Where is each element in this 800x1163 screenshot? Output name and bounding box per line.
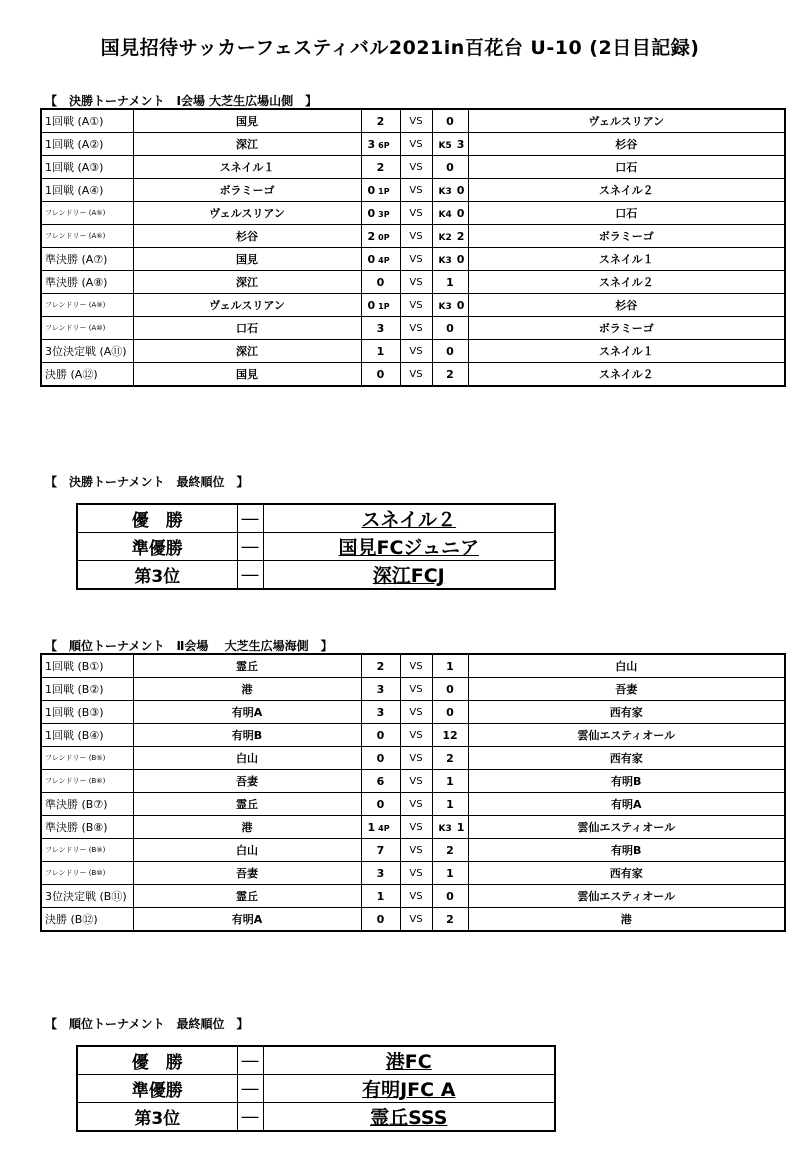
home-score: 3 [376, 705, 385, 719]
away-team-cell: 雲仙エスティオール [468, 885, 785, 908]
away-score-cell [432, 908, 468, 932]
home-score: 1 [376, 344, 385, 358]
away-score-cell [432, 862, 468, 885]
vs-cell: VS [400, 908, 432, 932]
away-pk: K3 [438, 301, 452, 312]
match-row [41, 156, 785, 179]
away-score: 1 [446, 866, 454, 880]
home-score: 6 [376, 774, 385, 788]
match-row [41, 225, 785, 248]
round-cell: 3位決定戦 (A⑪) [41, 340, 133, 363]
match-row [41, 816, 785, 839]
away-score: 2 [446, 751, 454, 765]
separator-cell: ― [237, 1103, 263, 1132]
home-team-cell: 港 [133, 816, 361, 839]
home-pk: 1P [378, 301, 390, 311]
vs-cell: VS [400, 109, 432, 133]
home-score: 3 [376, 682, 385, 696]
home-score-cell [361, 248, 400, 271]
away-score-cell [432, 793, 468, 816]
home-score-cell [361, 156, 400, 179]
match-row [41, 908, 785, 932]
round-cell: フレンドリー (B⑨) [41, 839, 133, 862]
team-cell: 霊丘SSS [263, 1103, 555, 1132]
home-score: 0 [376, 728, 385, 742]
ranking1-table [76, 503, 556, 590]
page-title: 国見招待サッカーフェスティバル2021in百花台 U-10 (2日目記録) [100, 37, 700, 59]
home-team-cell: 白山 [133, 747, 361, 770]
match-row [41, 294, 785, 317]
match-row [41, 839, 785, 862]
home-score-cell [361, 724, 400, 747]
home-score: 0 [376, 797, 385, 811]
round-cell: 1回戦 (A①) [41, 109, 133, 133]
home-score-cell [361, 770, 400, 793]
away-score-cell [432, 179, 468, 202]
home-score-cell [361, 294, 400, 317]
vs-cell: VS [400, 133, 432, 156]
round-cell: 決勝 (B⑫) [41, 908, 133, 932]
ranking1-heading: 【 決勝トーナメント 最終順位 】 [45, 475, 249, 489]
home-team-cell: 霊丘 [133, 793, 361, 816]
away-pk: K3 [438, 255, 452, 266]
away-team-cell: スネイル２ [468, 363, 785, 387]
away-score: 0 [446, 682, 454, 696]
home-score-cell [361, 793, 400, 816]
home-score: 3 [367, 137, 376, 151]
home-pk: 0P [378, 232, 390, 242]
vs-cell: VS [400, 862, 432, 885]
home-team-cell: スネイル１ [133, 156, 361, 179]
away-team-cell: 有明B [468, 839, 785, 862]
match-row [41, 724, 785, 747]
away-team-cell: 雲仙エスティオール [468, 724, 785, 747]
away-pk: K2 [438, 232, 452, 243]
home-score: 0 [376, 367, 385, 381]
separator-cell: ― [237, 504, 263, 533]
home-pk: 6P [378, 140, 390, 150]
home-score-cell [361, 654, 400, 678]
home-team-cell: 深江 [133, 271, 361, 294]
home-score: 2 [367, 229, 376, 243]
home-score-cell [361, 908, 400, 932]
place-cell: 優 勝 [77, 504, 237, 533]
away-score: 1 [446, 659, 454, 673]
away-score-cell [432, 363, 468, 387]
home-team-cell: 白山 [133, 839, 361, 862]
away-pk: K4 [438, 209, 452, 220]
team-cell: スネイル２ [263, 504, 555, 533]
away-score-cell [432, 701, 468, 724]
away-team-cell: 白山 [468, 654, 785, 678]
away-score-cell [432, 248, 468, 271]
home-score-cell [361, 747, 400, 770]
match-row [41, 317, 785, 340]
ranking-row [77, 504, 555, 533]
team-cell: 港FC [263, 1046, 555, 1075]
match-row [41, 109, 785, 133]
match-row [41, 271, 785, 294]
away-score: 2 [446, 912, 454, 926]
away-pk: K3 [438, 186, 452, 197]
away-team-cell: 吾妻 [468, 678, 785, 701]
round-cell: フレンドリー (B⑥) [41, 770, 133, 793]
away-score: 0 [456, 298, 465, 312]
section2-results-table [40, 653, 786, 932]
away-team-cell: ボラミーゴ [468, 317, 785, 340]
vs-cell: VS [400, 340, 432, 363]
away-score-cell [432, 133, 468, 156]
round-cell: 1回戦 (A②) [41, 133, 133, 156]
team-cell: 有明JFC A [263, 1075, 555, 1103]
home-score: 1 [367, 820, 376, 834]
round-cell: 準決勝 (A⑦) [41, 248, 133, 271]
round-cell: フレンドリー (A⑩) [41, 317, 133, 340]
round-cell: 準決勝 (A⑧) [41, 271, 133, 294]
vs-cell: VS [400, 179, 432, 202]
away-score: 2 [446, 843, 454, 857]
away-team-cell: 西有家 [468, 862, 785, 885]
vs-cell: VS [400, 701, 432, 724]
match-row [41, 793, 785, 816]
away-team-cell: スネイル１ [468, 248, 785, 271]
vs-cell: VS [400, 839, 432, 862]
home-team-cell: 国見 [133, 248, 361, 271]
vs-cell: VS [400, 271, 432, 294]
away-score-cell [432, 156, 468, 179]
separator-cell: ― [237, 561, 263, 590]
round-cell: フレンドリー (A⑥) [41, 225, 133, 248]
home-score-cell [361, 340, 400, 363]
ranking2-heading: 【 順位トーナメント 最終順位 】 [45, 1017, 249, 1031]
place-cell: 第3位 [77, 1103, 237, 1132]
vs-cell: VS [400, 654, 432, 678]
section1-results-table [40, 108, 786, 387]
home-score-cell [361, 317, 400, 340]
away-score-cell [432, 271, 468, 294]
home-score-cell [361, 701, 400, 724]
match-row [41, 340, 785, 363]
vs-cell: VS [400, 225, 432, 248]
away-score: 1 [446, 774, 454, 788]
away-score-cell [432, 225, 468, 248]
team-cell: 深江FCJ [263, 561, 555, 590]
round-cell: 1回戦 (B②) [41, 678, 133, 701]
away-score: 0 [446, 321, 454, 335]
away-team-cell: 杉谷 [468, 133, 785, 156]
home-team-cell: 杉谷 [133, 225, 361, 248]
away-team-cell: 港 [468, 908, 785, 932]
vs-cell: VS [400, 294, 432, 317]
home-score: 3 [376, 321, 385, 335]
away-score-cell [432, 654, 468, 678]
away-score: 0 [446, 889, 454, 903]
place-cell: 優 勝 [77, 1046, 237, 1075]
away-score-cell [432, 340, 468, 363]
match-row [41, 770, 785, 793]
vs-cell: VS [400, 816, 432, 839]
home-score-cell [361, 816, 400, 839]
home-score: 0 [367, 298, 376, 312]
round-cell: 1回戦 (A④) [41, 179, 133, 202]
round-cell: フレンドリー (B⑤) [41, 747, 133, 770]
away-team-cell: 有明A [468, 793, 785, 816]
away-score: 0 [446, 160, 454, 174]
home-team-cell: 霊丘 [133, 654, 361, 678]
round-cell: 1回戦 (B④) [41, 724, 133, 747]
round-cell: 1回戦 (A③) [41, 156, 133, 179]
match-row [41, 747, 785, 770]
round-cell: フレンドリー (A⑤) [41, 202, 133, 225]
away-score-cell [432, 724, 468, 747]
home-score-cell [361, 363, 400, 387]
place-cell: 準優勝 [77, 1075, 237, 1103]
match-row [41, 678, 785, 701]
round-cell: 1回戦 (B①) [41, 654, 133, 678]
home-team-cell: 吾妻 [133, 862, 361, 885]
place-cell: 準優勝 [77, 533, 237, 561]
round-cell: 準決勝 (B⑦) [41, 793, 133, 816]
away-team-cell: ヴェルスリアン [468, 109, 785, 133]
home-score-cell [361, 678, 400, 701]
vs-cell: VS [400, 747, 432, 770]
home-pk: 3P [378, 209, 390, 219]
away-score-cell [432, 678, 468, 701]
round-cell: フレンドリー (A⑨) [41, 294, 133, 317]
home-score: 3 [376, 866, 385, 880]
round-cell: 1回戦 (B③) [41, 701, 133, 724]
match-row [41, 248, 785, 271]
home-score-cell [361, 179, 400, 202]
home-score: 0 [367, 252, 376, 266]
vs-cell: VS [400, 793, 432, 816]
match-row [41, 133, 785, 156]
home-team-cell: 国見 [133, 109, 361, 133]
home-score-cell [361, 133, 400, 156]
away-team-cell: 口石 [468, 202, 785, 225]
away-score-cell [432, 839, 468, 862]
home-team-cell: 深江 [133, 133, 361, 156]
away-team-cell: スネイル１ [468, 340, 785, 363]
away-team-cell: 雲仙エスティオール [468, 816, 785, 839]
away-score-cell [432, 885, 468, 908]
away-score: 1 [446, 797, 454, 811]
vs-cell: VS [400, 248, 432, 271]
away-team-cell: スネイル２ [468, 179, 785, 202]
home-score: 2 [376, 659, 385, 673]
section1-heading: 【 決勝トーナメント Ⅰ会場 大芝生広場山側 】 [45, 94, 318, 108]
home-team-cell: 有明A [133, 701, 361, 724]
vs-cell: VS [400, 885, 432, 908]
ranking-row [77, 533, 555, 561]
team-cell: 国見FCジュニア [263, 533, 555, 561]
home-pk: 1P [378, 186, 390, 196]
home-score: 0 [376, 275, 385, 289]
home-team-cell: 口石 [133, 317, 361, 340]
away-score-cell [432, 317, 468, 340]
away-team-cell: 西有家 [468, 701, 785, 724]
home-score-cell [361, 109, 400, 133]
ranking2-table [76, 1045, 556, 1132]
away-score-cell [432, 770, 468, 793]
away-score: 0 [456, 183, 465, 197]
home-pk: 4P [378, 823, 390, 833]
home-team-cell: 国見 [133, 363, 361, 387]
round-cell: フレンドリー (B⑩) [41, 862, 133, 885]
vs-cell: VS [400, 678, 432, 701]
home-team-cell: 有明B [133, 724, 361, 747]
ranking-row [77, 1103, 555, 1132]
separator-cell: ― [237, 1046, 263, 1075]
away-score-cell [432, 294, 468, 317]
home-team-cell: 有明A [133, 908, 361, 932]
ranking-row [77, 561, 555, 590]
round-cell: 準決勝 (B⑧) [41, 816, 133, 839]
away-score: 0 [446, 705, 454, 719]
away-team-cell: 有明B [468, 770, 785, 793]
away-score: 2 [446, 367, 454, 381]
away-score: 2 [456, 229, 465, 243]
home-score-cell [361, 839, 400, 862]
home-team-cell: ボラミーゴ [133, 179, 361, 202]
match-row [41, 202, 785, 225]
home-score-cell [361, 202, 400, 225]
away-score-cell [432, 747, 468, 770]
vs-cell: VS [400, 363, 432, 387]
vs-cell: VS [400, 202, 432, 225]
away-team-cell: 杉谷 [468, 294, 785, 317]
away-pk: K5 [438, 140, 452, 151]
vs-cell: VS [400, 317, 432, 340]
section2-heading: 【 順位トーナメント Ⅱ会場 大芝生広場海側 】 [45, 639, 333, 653]
away-score: 3 [456, 137, 465, 151]
home-score: 0 [376, 912, 385, 926]
home-team-cell: 港 [133, 678, 361, 701]
away-team-cell: 口石 [468, 156, 785, 179]
home-score: 7 [376, 843, 385, 857]
separator-cell: ― [237, 533, 263, 561]
home-score: 1 [376, 889, 385, 903]
home-score: 2 [376, 114, 385, 128]
home-team-cell: 深江 [133, 340, 361, 363]
home-score-cell [361, 225, 400, 248]
away-team-cell: スネイル２ [468, 271, 785, 294]
match-row [41, 654, 785, 678]
away-score-cell [432, 816, 468, 839]
home-team-cell: 霊丘 [133, 885, 361, 908]
separator-cell: ― [237, 1075, 263, 1103]
home-score-cell [361, 862, 400, 885]
away-score-cell [432, 109, 468, 133]
away-team-cell: 西有家 [468, 747, 785, 770]
away-score: 0 [446, 344, 454, 358]
home-team-cell: ヴェルスリアン [133, 294, 361, 317]
match-row [41, 701, 785, 724]
away-pk: K3 [438, 823, 452, 834]
vs-cell: VS [400, 770, 432, 793]
vs-cell: VS [400, 156, 432, 179]
home-score-cell [361, 885, 400, 908]
away-score: 1 [446, 275, 454, 289]
home-team-cell: 吾妻 [133, 770, 361, 793]
home-score: 0 [367, 183, 376, 197]
match-row [41, 862, 785, 885]
home-score: 0 [367, 206, 376, 220]
home-team-cell: ヴェルスリアン [133, 202, 361, 225]
round-cell: 3位決定戦 (B⑪) [41, 885, 133, 908]
away-score: 1 [456, 820, 465, 834]
ranking-row [77, 1075, 555, 1103]
away-team-cell: ボラミーゴ [468, 225, 785, 248]
home-score: 2 [376, 160, 385, 174]
match-row [41, 179, 785, 202]
away-score: 0 [456, 206, 465, 220]
away-score-cell [432, 202, 468, 225]
away-score: 0 [446, 114, 454, 128]
home-pk: 4P [378, 255, 390, 265]
place-cell: 第3位 [77, 561, 237, 590]
away-score: 0 [456, 252, 465, 266]
match-row [41, 885, 785, 908]
home-score-cell [361, 271, 400, 294]
match-row [41, 363, 785, 387]
ranking-row [77, 1046, 555, 1075]
away-score: 12 [442, 728, 458, 742]
home-score: 0 [376, 751, 385, 765]
round-cell: 決勝 (A⑫) [41, 363, 133, 387]
vs-cell: VS [400, 724, 432, 747]
